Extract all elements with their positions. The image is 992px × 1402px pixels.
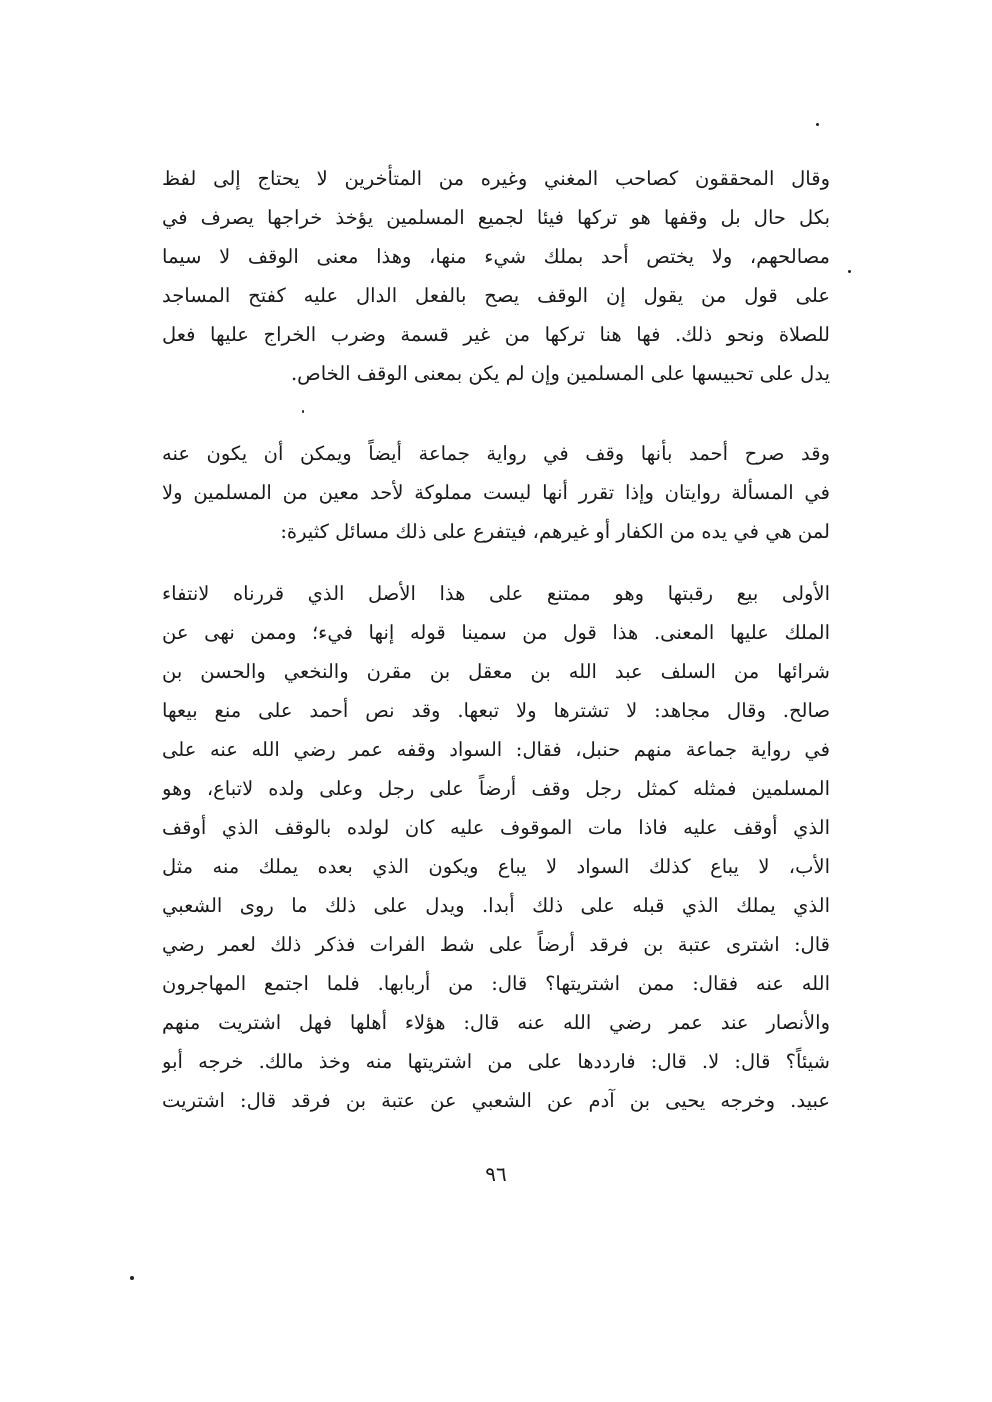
paragraph-1 [162, 159, 830, 393]
scan-speck [848, 270, 851, 273]
paragraph-line: يدل على تحبيسها على المسلمين وإن لم يكن بمعنى الوقف الخاص. [290, 362, 830, 385]
paragraph-line: في المسألة روايتان وإذا تقرر أنها ليست مملوكة لأحد معين من المسلمين ولا [162, 481, 830, 504]
scan-speck [130, 1276, 134, 1280]
scan-speck [302, 410, 304, 413]
paragraph-line: مصالحهم، ولا يختص أحد بملك شيء منها، وهذا معنى الوقف لا سيما [162, 245, 830, 268]
paragraph-line: بكل حال بل وقفها هو تركها فيئا لجميع المسلمين يؤخذ خراجها يصرف في [162, 206, 830, 229]
paragraph-line: في رواية جماعة منهم حنبل، فقال: السواد وقفه عمر رضي الله عنه على [162, 738, 830, 761]
paragraph-2 [162, 434, 830, 551]
scan-speck [816, 123, 819, 126]
paragraph-line: الأولى بيع رقبتها وهو ممتنع على هذا الأصل الذي قررناه لانتفاء [162, 582, 830, 605]
page-number: ٩٦ [485, 1162, 507, 1186]
paragraph-line: وقال المحققون كصاحب المغني وغيره من المتأخرين لا يحتاج إلى لفظ [162, 167, 830, 190]
paragraph-3 [162, 574, 830, 1120]
paragraph-line: صالح. وقال مجاهد: لا تشترها ولا تبعها. وقد نص أحمد على منع بيعها [162, 699, 830, 722]
paragraph-line: الله عنه فقال: ممن اشتريتها؟ قال: من أربابها. فلما اجتمع المهاجرون [162, 972, 830, 995]
paragraph-line: الذي أوقف عليه فاذا مات الموقوف عليه كان لولده بالوقف الذي أوقف [162, 816, 830, 839]
paragraph-line: الأب، لا يباع كذلك السواد لا يباع ويكون الذي بعده يملك منه مثل [162, 855, 830, 878]
paragraph-line: الذي يملك الذي قبله على ذلك أبدا. ويدل على ذلك ما روى الشعبي [162, 894, 830, 917]
paragraph-line: على قول من يقول إن الوقف يصح بالفعل الدال عليه كفتح المساجد [162, 284, 830, 307]
paragraph-line: شرائها من السلف عبد الله بن معقل بن مقرن والنخعي والحسن بن [162, 660, 830, 683]
paragraph-line: وقد صرح أحمد بأنها وقف في رواية جماعة أيضاً ويمكن أن يكون عنه [162, 442, 830, 465]
paragraph-line: لمن هي في يده من الكفار أو غيرهم، فيتفرع على ذلك مسائل كثيرة: [280, 520, 830, 543]
paragraph-line: عبيد. وخرجه يحيى بن آدم عن الشعبي عن عتبة بن فرقد قال: اشتريت [162, 1089, 830, 1112]
paragraph-line: الملك عليها المعنى. هذا قول من سمينا قوله إنها فيء؛ وممن نهى عن [162, 621, 830, 644]
paragraph-line: قال: اشترى عتبة بن فرقد أرضاً على شط الفرات فذكر ذلك لعمر رضي [162, 933, 830, 956]
paragraph-line: والأنصار عند عمر رضي الله عنه قال: هؤلاء أهلها فهل اشتريت منهم [162, 1011, 830, 1034]
paragraph-line: شيئاً؟ قال: لا. قال: فارددها على من اشتريتها منه وخذ مالك. خرجه أبو [162, 1050, 830, 1073]
paragraph-line: المسلمين فمثله كمثل رجل وقف أرضاً على رجل وعلى ولده لاتباع، وهو [162, 777, 830, 800]
paragraph-line: للصلاة ونحو ذلك. فها هنا تركها من غير قسمة وضرب الخراج عليها فعل [162, 323, 830, 346]
